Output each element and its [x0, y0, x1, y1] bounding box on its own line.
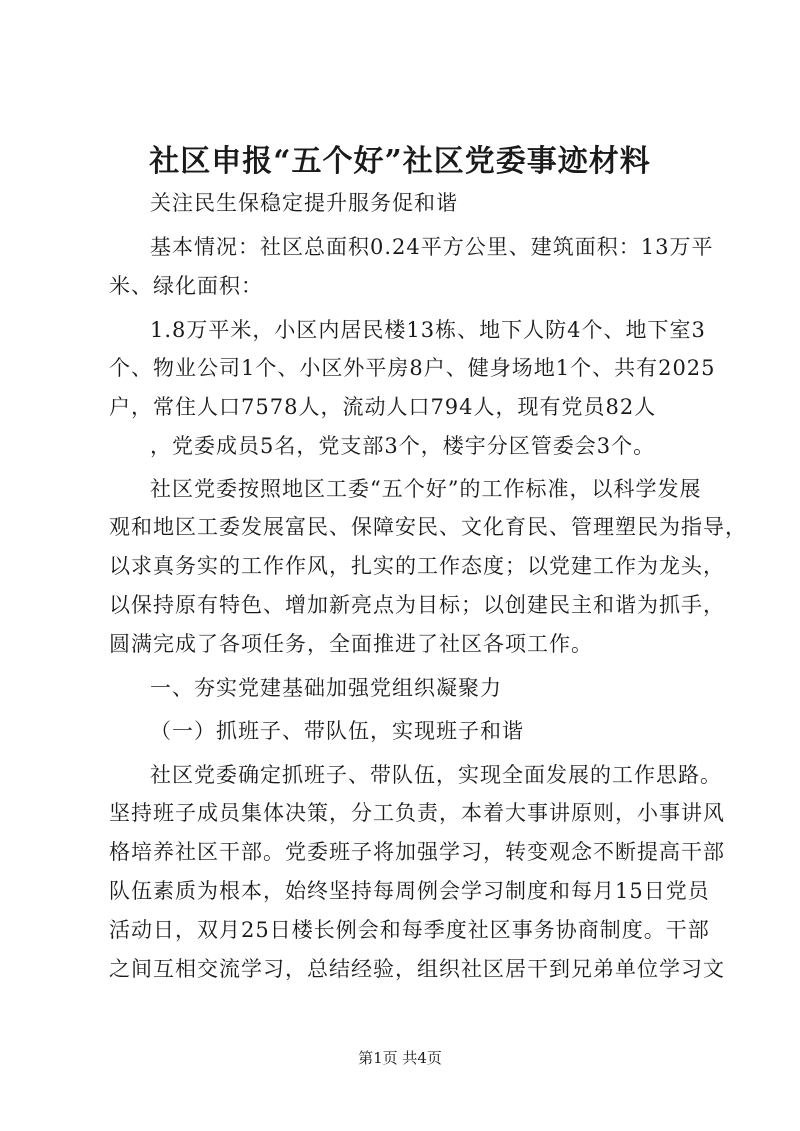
paragraph-line: 社区党委按照地区工委“五个好”的工作标准，以科学发展 — [150, 477, 702, 501]
paragraph-line: 圆满完成了各项任务，全面推进了社区各项工作。 — [109, 632, 593, 656]
paragraph-line: 个、物业公司1个、小区外平房8户、健身场地1个、共有2025 — [109, 356, 716, 380]
paragraph-line: ，党委成员5名，党支部3个，楼宇分区管委会3个。 — [150, 434, 656, 458]
paragraph-line: 以保持原有特色、增加新亮点为目标；以创建民主和谐为抓手， — [109, 593, 725, 617]
paragraph-line: 社区党委确定抓班子、带队伍，实现全面发展的工作思路。 — [150, 763, 722, 787]
paragraph-line: 米、绿化面积： — [109, 274, 263, 298]
paragraph-line: 观和地区工委发展富民、保障安民、文化育民、管理塑民为指导， — [109, 515, 747, 539]
paragraph-line: 1.8万平米，小区内居民楼13栋、地下人防4个、地下室3 — [150, 318, 706, 342]
document-title: 社区申报“五个好”社区党委事迹材料 — [149, 144, 651, 179]
paragraph-line: 坚持班子成员集体决策，分工负责，本着大事讲原则，小事讲风 — [109, 801, 725, 825]
paragraph-line: 队伍素质为根本，始终坚持每周例会学习制度和每月15日党员 — [109, 879, 710, 903]
paragraph-line: 以求真务实的工作作风，扎实的工作态度；以党建工作为龙头， — [109, 554, 725, 578]
paragraph-line: 格培养社区干部。党委班子将加强学习，转变观念不断提高干部 — [109, 840, 725, 864]
paragraph-line: 之间互相交流学习，总结经验，组织社区居干到兄弟单位学习文 — [109, 957, 725, 981]
page-number: 第1页 共4页 — [358, 1049, 442, 1067]
paragraph-line: 关注民生保稳定提升服务促和谐 — [150, 191, 458, 215]
paragraph-line: 户，常住人口7578人，流动人口794人，现有党员82人 — [109, 395, 657, 419]
section-heading: 一、夯实党建基础加强党组织凝聚力 — [150, 676, 502, 700]
subsection-heading: （一）抓班子、带队伍，实现班子和谐 — [150, 719, 524, 743]
paragraph-line: 基本情况：社区总面积0.24平方公里、建筑面积：13万平 — [150, 235, 714, 259]
paragraph-line: 活动日，双月25日楼长例会和每季度社区事务协商制度。干部 — [109, 918, 710, 942]
